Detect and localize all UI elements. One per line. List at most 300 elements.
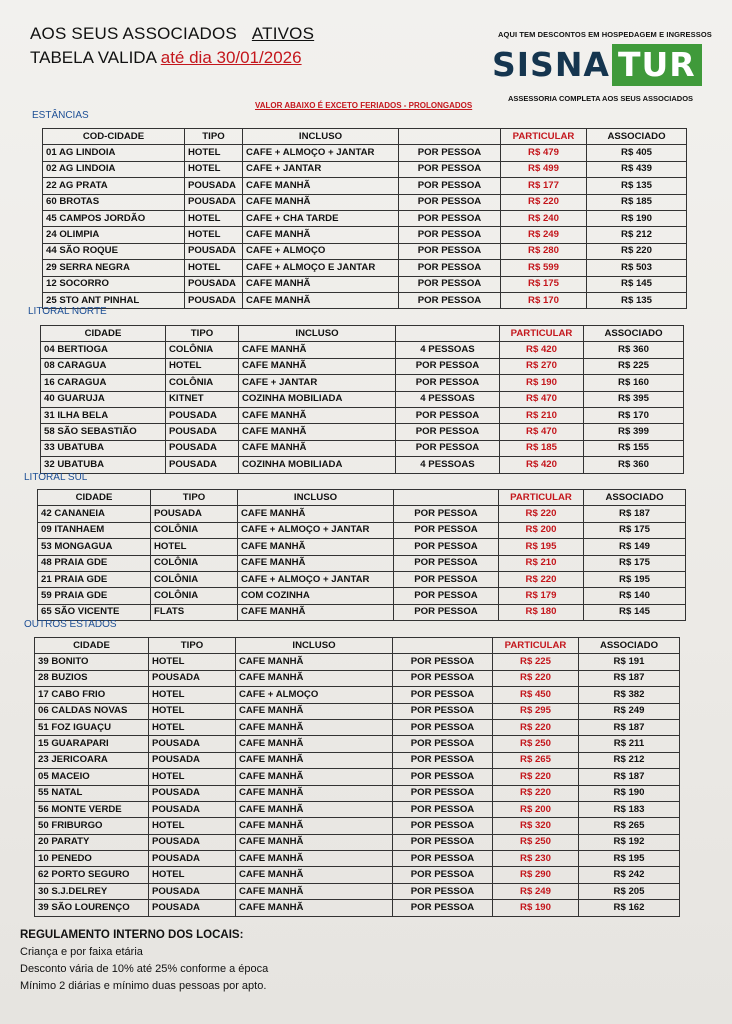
unit-cell: POR PESSOA	[393, 703, 493, 719]
city-cell: 10 PENEDO	[35, 851, 149, 867]
includes-cell: CAFE MANHÃ	[243, 194, 399, 210]
city-cell: 28 BUZIOS	[35, 670, 149, 686]
price-associado-cell: R$ 439	[587, 161, 687, 177]
includes-cell: CAFE MANHÃ	[239, 424, 396, 440]
price-associado-cell: R$ 175	[584, 522, 686, 538]
price-particular-cell: R$ 177	[501, 178, 587, 194]
table-row	[41, 342, 684, 358]
price-particular-cell: R$ 200	[493, 801, 579, 817]
price-associado-cell: R$ 212	[579, 752, 680, 768]
table-row	[43, 194, 687, 210]
price-particular-cell: R$ 195	[499, 539, 584, 555]
includes-cell: CAFE MANHÃ	[243, 292, 399, 308]
regulamento-title: REGULAMENTO INTERNO DOS LOCAIS:	[20, 929, 244, 941]
includes-cell: CAFE MANHÃ	[236, 736, 393, 752]
price-associado-cell: R$ 160	[584, 375, 684, 391]
type-cell: HOTEL	[149, 703, 236, 719]
unit-cell: POR PESSOA	[399, 194, 501, 210]
header-line-1	[30, 24, 314, 44]
city-cell: 44 SÃO ROQUE	[43, 243, 185, 259]
column-header	[399, 129, 501, 145]
type-cell: HOTEL	[149, 687, 236, 703]
column-header: PARTICULAR	[493, 638, 579, 654]
logo-text-sisna: SISNA	[492, 45, 610, 84]
unit-cell: POR PESSOA	[393, 900, 493, 916]
table-row	[38, 588, 686, 604]
includes-cell: CAFE MANHÃ	[243, 178, 399, 194]
table-row	[38, 571, 686, 587]
price-particular-cell: R$ 220	[499, 506, 584, 522]
price-particular-cell: R$ 265	[493, 752, 579, 768]
unit-cell: POR PESSOA	[393, 818, 493, 834]
includes-cell: CAFE + ALMOÇO + JANTAR	[238, 571, 394, 587]
price-particular-cell: R$ 220	[493, 719, 579, 735]
city-cell: 39 BONITO	[35, 654, 149, 670]
unit-cell: POR PESSOA	[399, 227, 501, 243]
includes-cell: CAFE MANHÃ	[239, 407, 396, 423]
column-header: CIDADE	[38, 490, 151, 506]
type-cell: HOTEL	[149, 818, 236, 834]
price-particular-cell: R$ 210	[500, 407, 584, 423]
city-cell: 51 FOZ IGUAÇU	[35, 719, 149, 735]
table-row	[43, 227, 687, 243]
table-header-row	[41, 326, 684, 342]
price-associado-cell: R$ 187	[579, 670, 680, 686]
price-particular-cell: R$ 420	[500, 342, 584, 358]
price-particular-cell: R$ 320	[493, 818, 579, 834]
price-associado-cell: R$ 265	[579, 818, 680, 834]
unit-cell: POR PESSOA	[393, 670, 493, 686]
price-particular-cell: R$ 220	[499, 571, 584, 587]
price-associado-cell: R$ 205	[579, 883, 680, 899]
column-header: TIPO	[166, 326, 239, 342]
table-row	[41, 375, 684, 391]
price-particular-cell: R$ 280	[501, 243, 587, 259]
price-associado-cell: R$ 140	[584, 588, 686, 604]
price-particular-cell: R$ 470	[500, 424, 584, 440]
unit-cell: POR PESSOA	[393, 719, 493, 735]
sisnatur-logo	[492, 44, 702, 86]
unit-cell: POR PESSOA	[399, 276, 501, 292]
table-row	[35, 851, 680, 867]
type-cell: COLÔNIA	[151, 522, 238, 538]
includes-cell: CAFE + JANTAR	[243, 161, 399, 177]
column-header: INCLUSO	[243, 129, 399, 145]
table-row	[43, 276, 687, 292]
type-cell: POUSADA	[149, 900, 236, 916]
unit-cell: POR PESSOA	[396, 440, 500, 456]
city-cell: 06 CALDAS NOVAS	[35, 703, 149, 719]
includes-cell: COZINHA MOBILIADA	[239, 457, 396, 473]
header-validity-date: até dia 30/01/2026	[160, 48, 302, 67]
table-row	[41, 457, 684, 473]
city-cell: 01 AG LINDOIA	[43, 145, 185, 161]
logo-text-tur: TUR	[612, 44, 702, 86]
column-header	[394, 490, 499, 506]
city-cell: 02 AG LINDOIA	[43, 161, 185, 177]
city-cell: 30 S.J.DELREY	[35, 883, 149, 899]
includes-cell: COM COZINHA	[238, 588, 394, 604]
type-cell: HOTEL	[149, 867, 236, 883]
table-row	[35, 834, 680, 850]
price-particular-cell: R$ 240	[501, 210, 587, 226]
unit-cell: POR PESSOA	[394, 555, 499, 571]
type-cell: POUSADA	[149, 801, 236, 817]
column-header: ASSOCIADO	[579, 638, 680, 654]
table-row	[35, 900, 680, 916]
price-associado-cell: R$ 395	[584, 391, 684, 407]
type-cell: COLÔNIA	[151, 555, 238, 571]
price-particular-cell: R$ 599	[501, 260, 587, 276]
unit-cell: POR PESSOA	[396, 424, 500, 440]
price-associado-cell: R$ 135	[587, 292, 687, 308]
table-row	[35, 654, 680, 670]
price-particular-cell: R$ 295	[493, 703, 579, 719]
price-particular-cell: R$ 190	[500, 375, 584, 391]
price-associado-cell: R$ 190	[579, 785, 680, 801]
price-particular-cell: R$ 250	[493, 834, 579, 850]
type-cell: HOTEL	[185, 227, 243, 243]
table-row	[38, 555, 686, 571]
price-particular-cell: R$ 420	[500, 457, 584, 473]
price-associado-cell: R$ 191	[579, 654, 680, 670]
column-header: TIPO	[151, 490, 238, 506]
table-row	[35, 752, 680, 768]
price-particular-cell: R$ 290	[493, 867, 579, 883]
city-cell: 29 SERRA NEGRA	[43, 260, 185, 276]
unit-cell: POR PESSOA	[393, 867, 493, 883]
table-row	[35, 769, 680, 785]
price-associado-cell: R$ 211	[579, 736, 680, 752]
includes-cell: CAFE + ALMOÇO	[236, 687, 393, 703]
price-associado-cell: R$ 360	[584, 457, 684, 473]
includes-cell: CAFE MANHÃ	[236, 851, 393, 867]
table-row	[43, 145, 687, 161]
unit-cell: POR PESSOA	[393, 736, 493, 752]
price-associado-cell: R$ 183	[579, 801, 680, 817]
includes-cell: CAFE MANHÃ	[236, 769, 393, 785]
type-cell: HOTEL	[149, 719, 236, 735]
includes-cell: CAFE MANHÃ	[243, 276, 399, 292]
city-cell: 09 ITANHAEM	[38, 522, 151, 538]
city-cell: 31 ILHA BELA	[41, 407, 166, 423]
unit-cell: POR PESSOA	[394, 522, 499, 538]
unit-cell: POR PESSOA	[396, 358, 500, 374]
column-header: PARTICULAR	[499, 490, 584, 506]
price-associado-cell: R$ 399	[584, 424, 684, 440]
table-row	[43, 210, 687, 226]
price-particular-cell: R$ 450	[493, 687, 579, 703]
price-particular-cell: R$ 499	[501, 161, 587, 177]
price-particular-cell: R$ 220	[501, 194, 587, 210]
price-particular-cell: R$ 185	[500, 440, 584, 456]
city-cell: 65 SÃO VICENTE	[38, 604, 151, 620]
table-row	[35, 687, 680, 703]
type-cell: HOTEL	[185, 145, 243, 161]
price-associado-cell: R$ 145	[584, 604, 686, 620]
table-row	[43, 161, 687, 177]
type-cell: POUSADA	[185, 178, 243, 194]
column-header: INCLUSO	[238, 490, 394, 506]
price-associado-cell: R$ 405	[587, 145, 687, 161]
price-associado-cell: R$ 195	[579, 851, 680, 867]
column-header: PARTICULAR	[500, 326, 584, 342]
table-row	[35, 818, 680, 834]
includes-cell: CAFE MANHÃ	[236, 867, 393, 883]
price-particular-cell: R$ 210	[499, 555, 584, 571]
includes-cell: CAFE MANHÃ	[236, 834, 393, 850]
price-particular-cell: R$ 479	[501, 145, 587, 161]
city-cell: 33 UBATUBA	[41, 440, 166, 456]
price-particular-cell: R$ 190	[493, 900, 579, 916]
city-cell: 22 AG PRATA	[43, 178, 185, 194]
price-associado-cell: R$ 170	[584, 407, 684, 423]
type-cell: POUSADA	[166, 424, 239, 440]
header-audience: AOS SEUS ASSOCIADOS	[30, 24, 237, 43]
table-row	[35, 867, 680, 883]
type-cell: HOTEL	[185, 260, 243, 276]
city-cell: 23 JERICOARA	[35, 752, 149, 768]
includes-cell: CAFE MANHÃ	[243, 227, 399, 243]
city-cell: 17 CABO FRIO	[35, 687, 149, 703]
type-cell: COLÔNIA	[166, 342, 239, 358]
holiday-note: VALOR ABAIXO É EXCETO FERIADOS - PROLONGADOS	[255, 101, 473, 110]
table-row	[35, 883, 680, 899]
column-header: TIPO	[149, 638, 236, 654]
table-header-row	[38, 490, 686, 506]
type-cell: HOTEL	[166, 358, 239, 374]
section-title-estancias: ESTÂNCIAS	[32, 110, 89, 121]
unit-cell: POR PESSOA	[393, 883, 493, 899]
section-title-outros-estados: OUTROS ESTADOS	[24, 619, 117, 630]
price-particular-cell: R$ 200	[499, 522, 584, 538]
price-associado-cell: R$ 212	[587, 227, 687, 243]
price-particular-cell: R$ 250	[493, 736, 579, 752]
city-cell: 25 STO ANT PINHAL	[43, 292, 185, 308]
price-particular-cell: R$ 225	[493, 654, 579, 670]
type-cell: HOTEL	[151, 539, 238, 555]
unit-cell: POR PESSOA	[393, 801, 493, 817]
type-cell: POUSADA	[149, 752, 236, 768]
includes-cell: CAFE + ALMOÇO + JANTAR	[238, 522, 394, 538]
includes-cell: CAFE + JANTAR	[239, 375, 396, 391]
type-cell: POUSADA	[166, 457, 239, 473]
unit-cell: POR PESSOA	[399, 210, 501, 226]
price-associado-cell: R$ 192	[579, 834, 680, 850]
column-header: INCLUSO	[236, 638, 393, 654]
table-row	[43, 178, 687, 194]
city-cell: 04 BERTIOGA	[41, 342, 166, 358]
table-row	[43, 292, 687, 308]
unit-cell: POR PESSOA	[393, 851, 493, 867]
includes-cell: CAFE MANHÃ	[239, 440, 396, 456]
table-row	[38, 522, 686, 538]
table-row	[38, 604, 686, 620]
includes-cell: CAFE MANHÃ	[238, 506, 394, 522]
price-associado-cell: R$ 382	[579, 687, 680, 703]
includes-cell: CAFE + ALMOÇO + JANTAR	[243, 145, 399, 161]
type-cell: HOTEL	[185, 210, 243, 226]
type-cell: POUSADA	[149, 883, 236, 899]
city-cell: 56 MONTE VERDE	[35, 801, 149, 817]
city-cell: 05 MACEIO	[35, 769, 149, 785]
type-cell: POUSADA	[185, 194, 243, 210]
price-particular-cell: R$ 470	[500, 391, 584, 407]
unit-cell: 4 PESSOAS	[396, 342, 500, 358]
price-associado-cell: R$ 175	[584, 555, 686, 571]
column-header: TIPO	[185, 129, 243, 145]
unit-cell: POR PESSOA	[399, 292, 501, 308]
type-cell: POUSADA	[149, 670, 236, 686]
city-cell: 32 UBATUBA	[41, 457, 166, 473]
city-cell: 59 PRAIA GDE	[38, 588, 151, 604]
unit-cell: POR PESSOA	[399, 178, 501, 194]
includes-cell: CAFE MANHÃ	[238, 555, 394, 571]
table-row	[43, 243, 687, 259]
unit-cell: POR PESSOA	[393, 769, 493, 785]
price-particular-cell: R$ 230	[493, 851, 579, 867]
column-header: CIDADE	[35, 638, 149, 654]
includes-cell: CAFE MANHÃ	[239, 342, 396, 358]
table-row	[35, 670, 680, 686]
city-cell: 45 CAMPOS JORDÃO	[43, 210, 185, 226]
price-particular-cell: R$ 220	[493, 769, 579, 785]
unit-cell: POR PESSOA	[393, 834, 493, 850]
unit-cell: POR PESSOA	[393, 785, 493, 801]
includes-cell: CAFE + ALMOÇO	[243, 243, 399, 259]
unit-cell: POR PESSOA	[393, 752, 493, 768]
city-cell: 12 SOCORRO	[43, 276, 185, 292]
includes-cell: CAFE MANHÃ	[239, 358, 396, 374]
column-header	[396, 326, 500, 342]
header-validity: TABELA VALIDA	[30, 48, 156, 67]
price-associado-cell: R$ 220	[587, 243, 687, 259]
price-associado-cell: R$ 162	[579, 900, 680, 916]
price-associado-cell: R$ 185	[587, 194, 687, 210]
table-litoral-norte	[40, 325, 684, 474]
city-cell: 20 PARATY	[35, 834, 149, 850]
includes-cell: COZINHA MOBILIADA	[239, 391, 396, 407]
table-row	[35, 703, 680, 719]
unit-cell: POR PESSOA	[393, 654, 493, 670]
regulamento-line: Desconto vária de 10% até 25% conforme a época	[20, 963, 269, 975]
type-cell: POUSADA	[149, 736, 236, 752]
table-row	[38, 539, 686, 555]
city-cell: 40 GUARUJA	[41, 391, 166, 407]
table-outros-estados	[34, 637, 680, 917]
table-row	[35, 785, 680, 801]
column-header: ASSOCIADO	[584, 490, 686, 506]
city-cell: 50 FRIBURGO	[35, 818, 149, 834]
type-cell: COLÔNIA	[151, 588, 238, 604]
section-title-litoral-sul: LITORAL SUL	[24, 472, 88, 483]
city-cell: 53 MONGAGUA	[38, 539, 151, 555]
table-litoral-sul	[37, 489, 686, 621]
city-cell: 60 BROTAS	[43, 194, 185, 210]
includes-cell: CAFE MANHÃ	[238, 539, 394, 555]
table-header-row	[43, 129, 687, 145]
price-associado-cell: R$ 503	[587, 260, 687, 276]
header-ativos: ATIVOS	[251, 24, 315, 43]
type-cell: COLÔNIA	[151, 571, 238, 587]
type-cell: KITNET	[166, 391, 239, 407]
includes-cell: CAFE MANHÃ	[236, 752, 393, 768]
regulamento-line: Criança e por faixa etária	[20, 946, 143, 958]
type-cell: POUSADA	[149, 834, 236, 850]
table-row	[35, 736, 680, 752]
city-cell: 48 PRAIA GDE	[38, 555, 151, 571]
city-cell: 21 PRAIA GDE	[38, 571, 151, 587]
column-header: ASSOCIADO	[587, 129, 687, 145]
price-associado-cell: R$ 187	[579, 769, 680, 785]
price-associado-cell: R$ 360	[584, 342, 684, 358]
section-title-litoral-norte: LITORAL NORTE	[28, 306, 107, 317]
price-associado-cell: R$ 145	[587, 276, 687, 292]
type-cell: FLATS	[151, 604, 238, 620]
type-cell: POUSADA	[185, 276, 243, 292]
column-header: INCLUSO	[239, 326, 396, 342]
price-associado-cell: R$ 149	[584, 539, 686, 555]
table-header-row	[35, 638, 680, 654]
city-cell: 24 OLIMPIA	[43, 227, 185, 243]
table-row	[43, 260, 687, 276]
unit-cell: 4 PESSOAS	[396, 391, 500, 407]
city-cell: 42 CANANEIA	[38, 506, 151, 522]
type-cell: POUSADA	[149, 785, 236, 801]
table-row	[41, 391, 684, 407]
type-cell: POUSADA	[185, 243, 243, 259]
column-header: ASSOCIADO	[584, 326, 684, 342]
city-cell: 16 CARAGUA	[41, 375, 166, 391]
unit-cell: POR PESSOA	[396, 407, 500, 423]
regulamento-line: Mínimo 2 diárias e mínimo duas pessoas por apto.	[20, 980, 267, 992]
includes-cell: CAFE MANHÃ	[238, 604, 394, 620]
price-associado-cell: R$ 187	[579, 719, 680, 735]
type-cell: POUSADA	[149, 851, 236, 867]
table-row	[41, 358, 684, 374]
unit-cell: POR PESSOA	[394, 539, 499, 555]
type-cell: POUSADA	[185, 292, 243, 308]
includes-cell: CAFE MANHÃ	[236, 883, 393, 899]
price-particular-cell: R$ 270	[500, 358, 584, 374]
unit-cell: POR PESSOA	[393, 687, 493, 703]
table-row	[38, 506, 686, 522]
unit-cell: POR PESSOA	[394, 571, 499, 587]
type-cell: POUSADA	[166, 407, 239, 423]
table-estancias	[42, 128, 687, 309]
price-particular-cell: R$ 249	[493, 883, 579, 899]
column-header: PARTICULAR	[501, 129, 587, 145]
includes-cell: CAFE MANHÃ	[236, 703, 393, 719]
price-associado-cell: R$ 135	[587, 178, 687, 194]
column-header: COD-CIDADE	[43, 129, 185, 145]
city-cell: 58 SÃO SEBASTIÃO	[41, 424, 166, 440]
unit-cell: POR PESSOA	[399, 243, 501, 259]
column-header	[393, 638, 493, 654]
price-particular-cell: R$ 175	[501, 276, 587, 292]
price-associado-cell: R$ 242	[579, 867, 680, 883]
unit-cell: POR PESSOA	[394, 604, 499, 620]
price-particular-cell: R$ 220	[493, 670, 579, 686]
includes-cell: CAFE MANHÃ	[236, 785, 393, 801]
brand-subtitle: ASSESSORIA COMPLETA AOS SEUS ASSOCIADOS	[508, 94, 694, 103]
unit-cell: 4 PESSOAS	[396, 457, 500, 473]
includes-cell: CAFE + ALMOÇO E JANTAR	[243, 260, 399, 276]
city-cell: 62 PORTO SEGURO	[35, 867, 149, 883]
unit-cell: POR PESSOA	[394, 588, 499, 604]
price-associado-cell: R$ 195	[584, 571, 686, 587]
brand-tagline: AQUI TEM DESCONTOS EM HOSPEDAGEM E INGRESSOS	[498, 30, 712, 39]
